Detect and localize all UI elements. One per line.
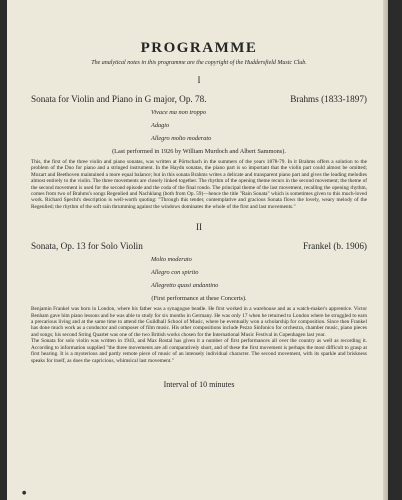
tempo-marking: Allegretto quasi andantino (151, 282, 219, 290)
work-title-1: Sonata for Violin and Piano in G major, Op. 78. (31, 94, 207, 104)
tempo-marking: Molto moderato (151, 256, 192, 264)
performance-note-2: (First performance at these Concerts). (151, 295, 247, 303)
work-heading-1 (31, 94, 367, 104)
performance-note-1: (Last performed in 1926 by William Murdoch and Albert Sammons). (112, 148, 286, 155)
composer-2: Frankel (b. 1906) (302, 241, 367, 252)
copyright-note: The analytical notes in this programme are the copyright of the Huddersfield Music Club. (91, 60, 307, 66)
tempo-marking: Vivace ma non troppo (151, 109, 207, 116)
composer-1: Brahms (1833-1897) (290, 94, 367, 104)
programme-title: PROGRAMME (140, 40, 258, 56)
work-title-2: Sonata, Op. 13 for Solo Violin (31, 241, 143, 252)
page-content (31, 40, 367, 389)
analytical-note-paragraph: Benjamin Frankel was born in London, where his father was a synagogue beadle. He first worked in a warehouse and as a watch-maker's apprentice. Victor Benham gave him piano lessons and he was able to study for six months in Germany. He was only 17 when he returned to London where he struggled to earn a precarious living and at the same time to attend the Guildhall School of Music, where he eventually won a scholarship for composition. Since then Frankel has done much work as a conductor and composer of film music. His other compositions include Pezzo Sinfonico for orchestra, chamber music, piano pieces and songs; his second String Quartet was one of the two British works chosen for the International Music Festival in Copenhagen last year. (31, 306, 367, 338)
interval-notice: Interval of 10 minutes (163, 379, 235, 389)
tempo-marking: Adagio (151, 122, 170, 129)
programme-page (7, 0, 388, 500)
tempo-list-1 (31, 108, 367, 143)
section-numeral-1: I (197, 75, 201, 85)
page-edge (383, 0, 388, 500)
work-heading-2 (31, 241, 367, 251)
tempo-list-2 (31, 255, 367, 290)
analytical-note-paragraph: This, the first of the three violin and piano sonatas, was written at Pörtschach in the summers of the years 1878-79. In it Brahms offers a solution to the problem of the Duo for piano and a stringed instrument. In the Haydn sonatas, the piano part is so important that the violin part could almost be omitted; Mozart and Beethoven maintained a more equal balance; but in this sonata Brahms writes a delicate and transparent piano part and gives the leading melodies almost entirely to the violin. The three movements are closely linked together. The rhythm of the opening theme recurs in the second movement; the theme of the second movement is used for the second episode and the coda of the final rondo. The principal theme of the last movement, recalling the opening rhythm, comes from two of Brahms's songs Regenlied and Nachklang (both from Op. 59)—hence the title "Rain Sonata" which is sometimes given to this much-loved work. Richard Specht's description is well-worth quoting: "Through this tender, contemplative and gracious Sonata flows the lovely, weary melody of the Regenlied; the rhythm of the soft rain thrumming against the windows dominates the whole of the first and last movements." (31, 159, 367, 210)
section-numeral-2: II (196, 222, 202, 233)
tempo-marking: Allegro molto moderato (151, 135, 212, 142)
analytical-note-paragraph: The Sonata for solo violin was written in 1943, and Max Rostal has given it a number of first performances all over the country as well as recording it. According to information supplied "the three movements are all comparatively short, and of these the first movement is perhaps the most difficult to grasp at first hearing. It is a mysterious and partly remote piece of music of an intensely individual character. The second movement, with its sparkle and briskness speaks for itself, as does the capricious, whimsical last movement." (31, 338, 367, 364)
tempo-marking: Allegro con spirito (151, 269, 199, 277)
page-mark: ● (22, 490, 27, 496)
